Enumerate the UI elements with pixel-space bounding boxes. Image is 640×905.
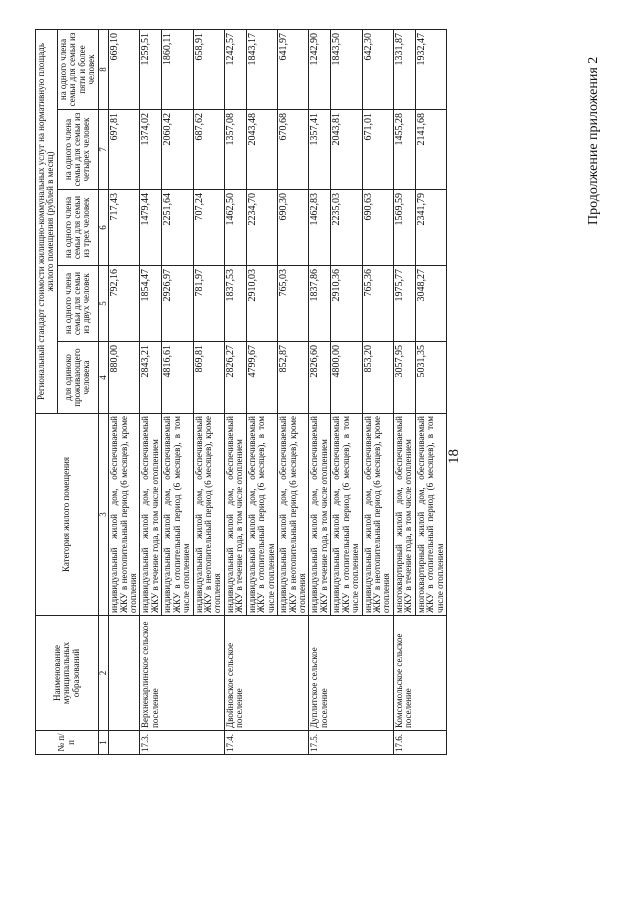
standard-value: 658,91 — [193, 29, 224, 109]
standard-value: 2060,42 — [162, 110, 193, 190]
housing-category: индивидуальный жилой дом, обеспечиваемый ЖКУ в отопительный период (6 месяцев), в том числе отоплением — [246, 414, 277, 616]
standard-value: 1843,50 — [331, 29, 362, 109]
col-number: 2 — [98, 616, 108, 731]
standard-value: 697,81 — [109, 110, 140, 190]
standard-value: 1331,87 — [393, 29, 415, 109]
standard-value: 3048,27 — [415, 266, 446, 342]
standard-value: 2141,68 — [415, 110, 446, 190]
housing-category: индивидуальный жилой дом, обеспечиваемый ЖКУ в неотопительный период (6 месяцев), кроме отопления — [362, 414, 393, 616]
standard-value: 2826,60 — [309, 342, 331, 414]
header-col6: на одного члена семьи для семьи из трех человек — [57, 190, 98, 266]
municipality-name: Двойновское сельское поселение — [224, 616, 309, 731]
standard-value: 2234,70 — [246, 190, 277, 266]
standard-value: 1569,59 — [393, 190, 415, 266]
standard-value: 1854,47 — [140, 266, 162, 342]
standard-value: 781,97 — [193, 266, 224, 342]
standard-value: 671,01 — [362, 110, 393, 190]
standard-value: 1357,08 — [224, 110, 246, 190]
table-row — [309, 29, 331, 754]
header-category: Категория жилого помещения — [36, 414, 99, 616]
standard-value: 765,36 — [362, 266, 393, 342]
standard-value: 4816,61 — [162, 342, 193, 414]
standard-value: 2926,97 — [162, 266, 193, 342]
standard-value: 869,81 — [193, 342, 224, 414]
standard-value: 1479,44 — [140, 190, 162, 266]
standard-value: 792,16 — [109, 266, 140, 342]
col-number: 7 — [98, 110, 108, 190]
standard-value: 1462,83 — [309, 190, 331, 266]
standard-value: 1259,51 — [140, 29, 162, 109]
row-number: 17.3. — [140, 731, 225, 755]
municipality-name: Комсомольское сельское поселение — [393, 616, 446, 731]
standard-value: 690,30 — [278, 190, 309, 266]
standard-value: 707,24 — [193, 190, 224, 266]
housing-category: индивидуальный жилой дом, обеспечиваемый ЖКУ в течение года, в том числе отоплением — [140, 414, 162, 616]
col-number: 1 — [98, 731, 108, 755]
page-number: 18 — [446, 449, 462, 464]
housing-category: многоквартирный жилой дом, обеспечиваемый ЖКУ в отопительный период (6 месяцев), в том числе отоплением — [415, 414, 446, 616]
col-number: 4 — [98, 342, 108, 414]
standard-value: 717,43 — [109, 190, 140, 266]
standard-value: 2341,79 — [415, 190, 446, 266]
standard-value: 641,97 — [278, 29, 309, 109]
header-col7: на одного члена семьи для семьи из четырех человек — [57, 110, 98, 190]
header-name: Наименование муниципальных образований — [36, 616, 99, 731]
standard-value: 1357,41 — [309, 110, 331, 190]
housing-category: индивидуальный жилой дом, обеспечиваемый ЖКУ в течение года, в том числе отоплением — [309, 414, 331, 616]
standard-value: 1242,57 — [224, 29, 246, 109]
table-body — [109, 29, 447, 754]
standard-value: 5031,35 — [415, 342, 446, 414]
standard-value: 1242,90 — [309, 29, 331, 109]
table-row — [393, 29, 415, 754]
housing-category: индивидуальный жилой дом, обеспечиваемый ЖКУ в неотопительный период (6 месяцев), кроме отопления — [278, 414, 309, 616]
standard-value: 670,68 — [278, 110, 309, 190]
header-no: № п/п — [36, 731, 99, 755]
municipality-name: Верхнекарлинское сельское поселение — [140, 616, 225, 731]
col-number: 5 — [98, 266, 108, 342]
standard-value: 1455,28 — [393, 110, 415, 190]
standard-value: 4799,67 — [246, 342, 277, 414]
standard-value: 1932,47 — [415, 29, 446, 109]
standard-value: 669,10 — [109, 29, 140, 109]
standard-value: 2235,03 — [331, 190, 362, 266]
standard-value: 687,62 — [193, 110, 224, 190]
standard-value: 1462,50 — [224, 190, 246, 266]
municipality-name: Дуплитское сельское поселение — [309, 616, 394, 731]
housing-category: индивидуальный жилой дом, обеспечиваемый ЖКУ в отопительный период (6 месяцев), в том числе отоплением — [162, 414, 193, 616]
housing-category: индивидуальный жилой дом, обеспечиваемый ЖКУ в неотопительный период (6 месяцев), кроме отопления — [193, 414, 224, 616]
housing-category: индивидуальный жилой дом, обеспечиваемый ЖКУ в течение года, в том числе отоплением — [224, 414, 246, 616]
standard-value: 2251,64 — [162, 190, 193, 266]
standard-value: 2910,03 — [246, 266, 277, 342]
continuation-title: Продолжение приложения 2 — [586, 56, 601, 225]
header-standard: Региональный стандарт стоимости жилищно-коммунальных услуг на нормативную площадь жилого помещения (рублей в месяц) — [36, 29, 58, 413]
housing-category: многоквартирный жилой дом, обеспечиваемый ЖКУ в течение года, в том числе отоплением — [393, 414, 415, 616]
standard-value: 1837,86 — [309, 266, 331, 342]
housing-category: индивидуальный жилой дом, обеспечиваемый ЖКУ в неотопительный период (6 месяцев), кроме отопления — [109, 414, 140, 616]
standard-value: 880,00 — [109, 342, 140, 414]
standard-value: 2043,81 — [331, 110, 362, 190]
row-number: 17.6. — [393, 731, 446, 755]
tariff-table — [35, 29, 447, 755]
standard-value: 1837,53 — [224, 266, 246, 342]
col-number: 3 — [98, 414, 108, 616]
header-col4: для одиноко проживающего человека — [57, 342, 98, 414]
standard-value: 2826,27 — [224, 342, 246, 414]
table-row — [109, 29, 140, 754]
standard-value: 1975,77 — [393, 266, 415, 342]
col-number: 6 — [98, 190, 108, 266]
municipality-name — [109, 616, 140, 731]
standard-value: 853,20 — [362, 342, 393, 414]
housing-category: индивидуальный жилой дом, обеспечиваемый ЖКУ в отопительный период (6 месяцев), в том числе отоплением — [331, 414, 362, 616]
standard-value: 2910,36 — [331, 266, 362, 342]
row-number — [109, 731, 140, 755]
standard-value: 1843,17 — [246, 29, 277, 109]
col-number: 8 — [98, 29, 108, 109]
standard-value: 2043,48 — [246, 110, 277, 190]
standard-value: 2843,21 — [140, 342, 162, 414]
standard-value: 1374,02 — [140, 110, 162, 190]
standard-value: 690,63 — [362, 190, 393, 266]
standard-value: 1860,11 — [162, 29, 193, 109]
row-number: 17.5. — [309, 731, 394, 755]
standard-value: 3057,95 — [393, 342, 415, 414]
header-col8: на одного члена семьи для семьи из пяти и более человек — [57, 29, 98, 109]
row-number: 17.4. — [224, 731, 309, 755]
standard-value: 642,30 — [362, 29, 393, 109]
standard-value: 765,03 — [278, 266, 309, 342]
standard-value: 4800,00 — [331, 342, 362, 414]
standard-value: 852,87 — [278, 342, 309, 414]
table-row — [224, 29, 246, 754]
header-col5: на одного члена семьи для семьи из двух человек — [57, 266, 98, 342]
table-row — [140, 29, 162, 754]
